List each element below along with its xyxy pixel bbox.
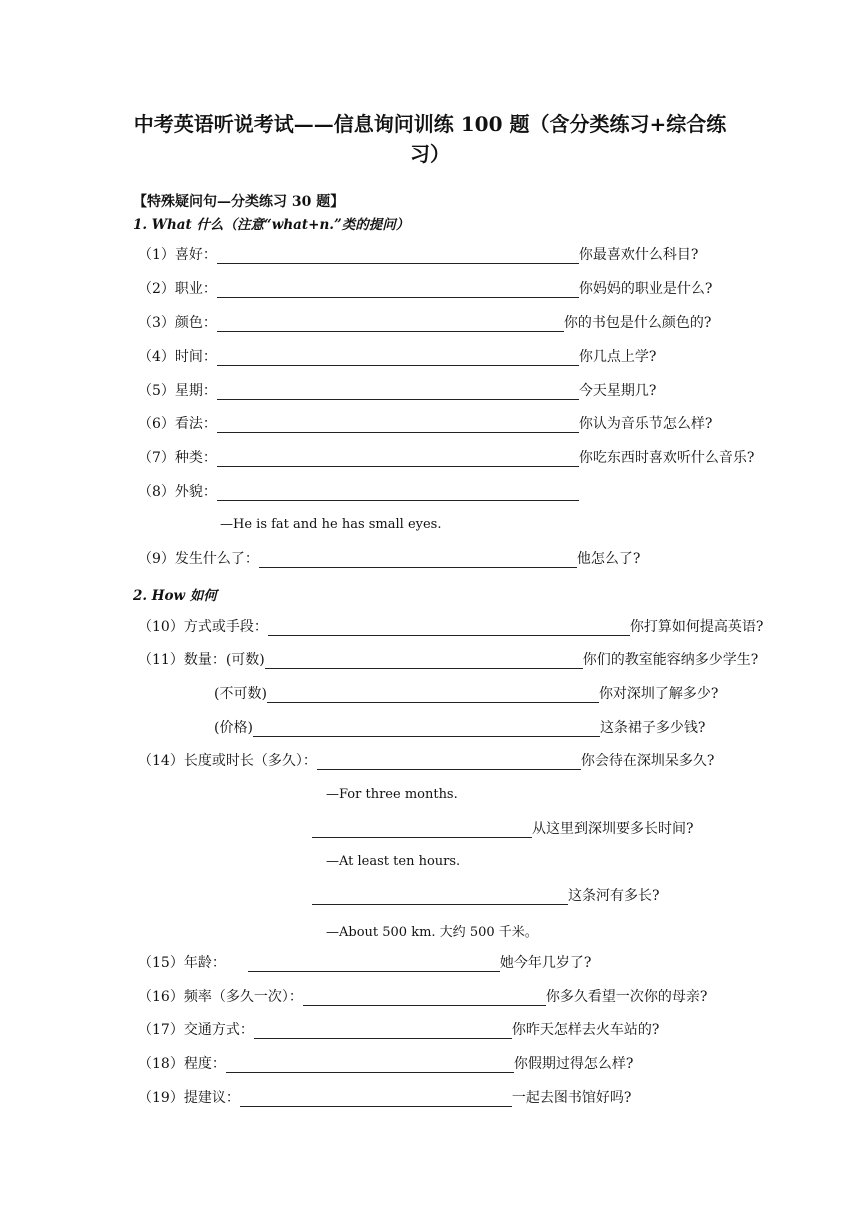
answer-blank[interactable]	[303, 991, 546, 1006]
answer-blank[interactable]	[217, 385, 579, 400]
answer-blank[interactable]	[254, 1024, 512, 1039]
section-heading: 【特殊疑问句—分类练习 30 题】	[133, 194, 345, 210]
question-row	[138, 1021, 659, 1039]
question-label: （2）职业：	[138, 281, 217, 297]
question-label: （8）外貌：	[138, 484, 217, 500]
question-label: （19）提建议：	[138, 1090, 240, 1106]
sample-answer: —For three months.	[326, 787, 458, 802]
answer-blank[interactable]	[217, 418, 579, 433]
question-label: （6）看法：	[138, 416, 217, 432]
answer-blank[interactable]	[268, 621, 630, 636]
answer-blank[interactable]	[248, 957, 500, 972]
answer-blank[interactable]	[217, 283, 579, 298]
question-row	[138, 483, 579, 501]
question-label: (价格)	[214, 720, 253, 736]
question-row	[312, 887, 660, 905]
category-heading-what: 1. What 什么（注意“what+n.”类的提问）	[133, 217, 410, 233]
answer-blank[interactable]	[217, 452, 579, 467]
question-row	[214, 685, 718, 703]
question-prompt: 你吃东西时喜欢听什么音乐?	[578, 450, 755, 466]
question-row	[138, 280, 712, 298]
question-row	[214, 719, 705, 737]
answer-blank[interactable]	[217, 351, 579, 366]
answer-blank[interactable]	[253, 722, 600, 737]
answer-blank[interactable]	[217, 486, 579, 501]
question-prompt: 一起去图书馆好吗?	[511, 1090, 632, 1106]
page-title-line1: 中考英语听说考试——信息询问训练 100 题（含分类练习+综合练	[133, 112, 727, 136]
question-row	[312, 820, 694, 838]
question-row	[138, 314, 711, 332]
answer-blank[interactable]	[259, 553, 577, 568]
answer-blank[interactable]	[312, 890, 568, 905]
question-row	[138, 1055, 633, 1073]
question-prompt: 你对深圳了解多少?	[598, 686, 719, 702]
question-row	[138, 449, 754, 467]
question-row	[138, 651, 758, 669]
question-label: （14）长度或时长（多久）：	[138, 753, 317, 769]
sample-answer: —About 500 km. 大约 500 千米。	[326, 925, 538, 940]
answer-blank[interactable]	[267, 688, 599, 703]
question-label: （7）种类：	[138, 450, 217, 466]
question-prompt: 从这里到深圳要多长时间?	[532, 821, 694, 837]
question-label: （10）方式或手段：	[138, 619, 268, 635]
question-row	[138, 382, 656, 400]
page-title-line2: 习）	[410, 142, 450, 166]
question-prompt: 这条裙子多少钱?	[599, 720, 706, 736]
question-label: （3）颜色：	[138, 315, 217, 331]
question-row	[138, 415, 712, 433]
question-prompt: 你假期过得怎么样?	[513, 1056, 634, 1072]
answer-blank[interactable]	[312, 823, 532, 838]
answer-blank[interactable]	[240, 1092, 512, 1107]
answer-blank[interactable]	[217, 317, 564, 332]
question-label: （16）频率（多久一次）：	[138, 989, 303, 1005]
answer-blank[interactable]	[217, 249, 579, 264]
question-prompt: 你多久看望一次你的母亲?	[545, 989, 708, 1005]
question-prompt: 你最喜欢什么科目?	[578, 247, 699, 263]
question-label: （17）交通方式：	[138, 1022, 254, 1038]
question-label: （11）数量：(可数)	[138, 652, 265, 668]
question-row	[138, 1089, 631, 1107]
question-prompt: 你的书包是什么颜色的?	[563, 315, 712, 331]
question-prompt: 你昨天怎样去火车站的?	[511, 1022, 660, 1038]
category-heading-how: 2. How 如何	[133, 588, 217, 604]
question-label: （15）年龄：	[138, 955, 226, 971]
answer-blank[interactable]	[317, 755, 581, 770]
question-row	[138, 348, 656, 366]
question-prompt: 你们的教室能容纳多少学生?	[582, 652, 759, 668]
question-prompt: 你打算如何提高英语?	[629, 619, 764, 635]
answer-blank[interactable]	[265, 654, 583, 669]
question-prompt: 她今年几岁了?	[499, 955, 592, 971]
question-row	[138, 954, 591, 972]
question-prompt: 他怎么了?	[576, 551, 641, 567]
question-prompt: 你会待在深圳呆多久?	[580, 753, 715, 769]
question-label: （9）发生什么了：	[138, 551, 259, 567]
sample-answer: —He is fat and he has small eyes.	[220, 517, 442, 532]
question-prompt: 你妈妈的职业是什么?	[578, 281, 713, 297]
question-row	[138, 246, 698, 264]
sample-answer: —At least ten hours.	[326, 854, 461, 869]
question-row	[138, 550, 640, 568]
question-prompt: 你几点上学?	[578, 349, 657, 365]
question-label: （4）时间：	[138, 349, 217, 365]
question-label: （5）星期：	[138, 383, 217, 399]
question-row	[138, 752, 714, 770]
question-label: （1）喜好：	[138, 247, 217, 263]
question-row	[138, 618, 763, 636]
question-prompt: 今天星期几?	[578, 383, 657, 399]
question-row	[138, 988, 707, 1006]
answer-blank[interactable]	[226, 1058, 514, 1073]
question-label: （18）程度：	[138, 1056, 226, 1072]
question-prompt: 你认为音乐节怎么样?	[578, 416, 713, 432]
question-label: (不可数)	[214, 686, 267, 702]
question-prompt: 这条河有多长?	[568, 888, 660, 904]
